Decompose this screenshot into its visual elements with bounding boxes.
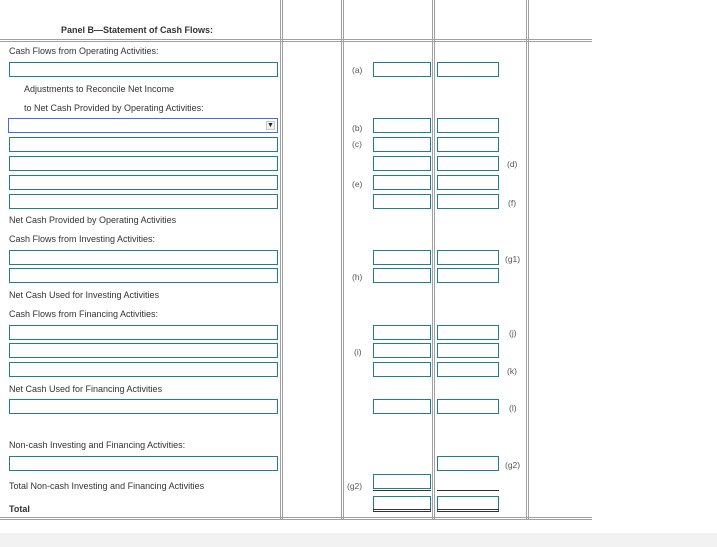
header-divider-line: [0, 39, 592, 40]
financing-total-input-2[interactable]: [437, 343, 499, 358]
marker-f: (f): [508, 198, 517, 208]
financing-amount-input-1[interactable]: [373, 325, 431, 340]
marker-g2-left: (g2): [347, 481, 363, 491]
marker-g2-right: (g2): [505, 460, 521, 470]
financing-amount-input-3[interactable]: [373, 362, 431, 377]
panel-title: Panel B—Statement of Cash Flows:: [61, 25, 214, 35]
marker-b: (b): [352, 123, 363, 133]
marker-c: (c): [352, 139, 362, 149]
page-footer-bar: [0, 533, 717, 547]
operating-desc-input-1[interactable]: [9, 62, 278, 77]
investing-amount-input-h[interactable]: [373, 268, 431, 283]
total-noncash-amount-input[interactable]: [373, 474, 431, 489]
adjustment-amount-input-e[interactable]: [373, 175, 431, 190]
marker-a: (a): [352, 65, 363, 75]
total-noncash-label: Total Non-cash Investing and Financing Activities: [9, 481, 205, 491]
marker-j: (j): [509, 328, 517, 338]
net-financing-desc-input[interactable]: [9, 399, 278, 414]
investing-desc-input-1[interactable]: [9, 250, 278, 265]
adjustment-total-input-3[interactable]: [437, 156, 499, 171]
net-financing-label: Net Cash Used for Financing Activities: [9, 384, 163, 394]
marker-i: (i): [354, 347, 362, 357]
noncash-heading: Non-cash Investing and Financing Activities:: [9, 440, 186, 450]
operating-amount-input-a[interactable]: [373, 62, 431, 77]
grid-col-line-7: [526, 0, 527, 519]
net-financing-total-input[interactable]: [437, 399, 499, 414]
grid-col-line-6: [434, 0, 435, 519]
marker-k: (k): [507, 366, 517, 376]
adjustments-heading-line2: to Net Cash Provided by Operating Activities:: [24, 103, 204, 113]
grid-col-line-4: [343, 0, 344, 519]
header-divider-line-2: [0, 41, 592, 42]
marker-e: (e): [352, 179, 363, 189]
marker-h: (h): [352, 272, 363, 282]
total-double-rule-left-1: [373, 509, 431, 510]
total-noncash-underline-left: [373, 490, 431, 491]
chevron-down-icon[interactable]: ▼: [267, 122, 274, 129]
adjustment-total-input-2[interactable]: [437, 137, 499, 152]
grid-col-line-2: [282, 0, 283, 519]
grid-col-line-3: [341, 0, 342, 519]
net-operating-label: Net Cash Provided by Operating Activities: [9, 215, 177, 225]
total-double-rule-right-2: [437, 511, 499, 512]
operating-total-input-1[interactable]: [437, 62, 499, 77]
financing-total-input-1[interactable]: [437, 325, 499, 340]
adjustment-desc-input-4[interactable]: [9, 175, 278, 190]
operating-heading: Cash Flows from Operating Activities:: [9, 46, 159, 56]
noncash-desc-input[interactable]: [9, 456, 278, 471]
bottom-border-line-2: [0, 519, 592, 520]
total-label: Total: [9, 504, 30, 514]
adjustment-total-input-4[interactable]: [437, 175, 499, 190]
adjustment-amount-input-3[interactable]: [373, 156, 431, 171]
grid-col-line-1: [280, 0, 281, 519]
net-investing-label: Net Cash Used for Investing Activities: [9, 290, 160, 300]
adjustment-desc-input-3[interactable]: [9, 156, 278, 171]
noncash-total-input[interactable]: [437, 456, 499, 471]
investing-amount-input-1[interactable]: [373, 250, 431, 265]
grid-col-line-5: [432, 0, 433, 519]
adjustment-desc-input-5[interactable]: [9, 194, 278, 209]
total-noncash-underline-right: [437, 490, 499, 491]
adjustment-desc-input-2[interactable]: [9, 137, 278, 152]
adjustment-amount-input-b[interactable]: [373, 118, 431, 133]
adjustment-amount-input-5[interactable]: [373, 194, 431, 209]
net-financing-amount-input[interactable]: [373, 399, 431, 414]
adjustment-account-select[interactable]: [8, 118, 278, 133]
investing-total-input-1[interactable]: [437, 250, 499, 265]
grid-col-line-8: [528, 0, 529, 519]
financing-total-input-3[interactable]: [437, 362, 499, 377]
investing-heading: Cash Flows from Investing Activities:: [9, 234, 156, 244]
investing-desc-input-2[interactable]: [9, 268, 278, 283]
total-double-rule-right-1: [437, 509, 499, 510]
marker-d: (d): [507, 159, 518, 169]
marker-g1: (g1): [505, 254, 521, 264]
adjustments-heading-line1: Adjustments to Reconcile Net Income: [24, 84, 175, 94]
adjustment-amount-input-c[interactable]: [373, 137, 431, 152]
total-double-rule-left-2: [373, 511, 431, 512]
bottom-border-line: [0, 517, 592, 518]
adjustment-total-input-1[interactable]: [437, 118, 499, 133]
financing-desc-input-3[interactable]: [9, 362, 278, 377]
financing-desc-input-1[interactable]: [9, 325, 278, 340]
investing-total-input-2[interactable]: [437, 268, 499, 283]
adjustment-total-input-5[interactable]: [437, 194, 499, 209]
financing-heading: Cash Flows from Financing Activities:: [9, 309, 159, 319]
financing-desc-input-2[interactable]: [9, 343, 278, 358]
financing-amount-input-i[interactable]: [373, 343, 431, 358]
marker-l: (l): [509, 403, 517, 413]
